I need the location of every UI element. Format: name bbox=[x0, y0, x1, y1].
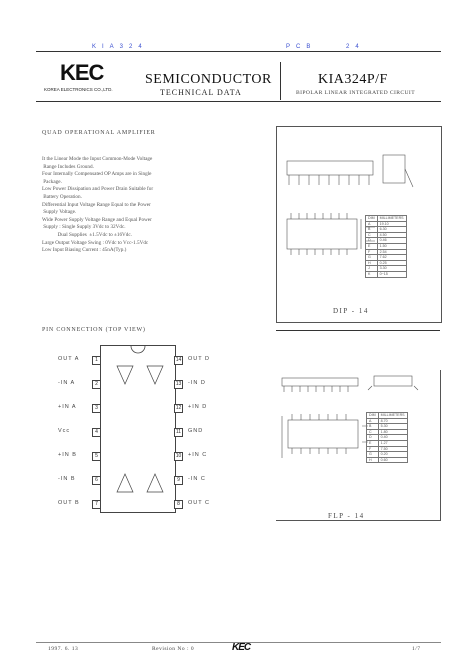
pin-number-right: 10 bbox=[175, 453, 182, 459]
pin-label-left: +IN B bbox=[58, 452, 77, 458]
flp-label: FLP - 14 bbox=[328, 512, 365, 520]
header-bottom-rule bbox=[36, 101, 441, 102]
footer-date: 1997. 6. 13 bbox=[48, 646, 79, 652]
pin-number-left: 4 bbox=[92, 428, 101, 437]
feature-list bbox=[42, 156, 153, 255]
pcb-number: 24 bbox=[346, 44, 365, 50]
pin-number-right: 9 bbox=[174, 476, 183, 485]
pin-label-right: OUT C bbox=[188, 500, 211, 506]
feature-line: It the Linear Mode the Input Common-Mode Voltage bbox=[42, 156, 153, 162]
pcb-label: PCB bbox=[286, 44, 317, 50]
ic-package-body bbox=[100, 345, 176, 513]
package-separator bbox=[276, 330, 440, 331]
feature-line: Low Power Dissipation and Power Drain Suitable for bbox=[42, 186, 154, 193]
dip-outline-graphic bbox=[277, 127, 441, 322]
ic-internal-graphic bbox=[101, 346, 175, 512]
feature-line: Supply Voltage. bbox=[42, 209, 77, 216]
pin-number-right: 8 bbox=[174, 500, 183, 509]
doc-code: KIA324 bbox=[92, 44, 148, 50]
feature-line: Supply : Single Supply 3Vdc to 32Vdc. bbox=[42, 224, 126, 231]
section-heading: QUAD OPERATIONAL AMPLIFIER bbox=[42, 130, 156, 136]
pin-label-left: -IN A bbox=[58, 380, 76, 386]
flp-package-drawing bbox=[276, 370, 441, 521]
feature-line: Package. bbox=[42, 178, 62, 185]
pin-label-left: +IN A bbox=[58, 404, 77, 410]
pin-label-right: GND bbox=[188, 428, 204, 434]
pin-label-right: +IN D bbox=[188, 404, 208, 410]
feature-line: Large Output Voltage Swing : 0Vdc to Vcc-1.5Vdc bbox=[42, 239, 149, 246]
feature-line: Low Input Biasing Current : 45nA(Typ.) bbox=[42, 247, 127, 254]
feature-line: Four Internally Compensated OP Amps are in Single bbox=[42, 171, 152, 178]
company-name: KOREA ELECTRONICS CO.,LTD. bbox=[44, 87, 113, 92]
doc-subtitle: TECHNICAL DATA bbox=[160, 88, 242, 97]
doc-title: SEMICONDUCTOR bbox=[145, 72, 272, 87]
pin-number-left: 5 bbox=[92, 452, 101, 461]
pin-label-right: -IN C bbox=[188, 476, 206, 482]
header-divider bbox=[280, 62, 281, 100]
footer-page: 1/7 bbox=[412, 646, 421, 652]
pin-connection-heading: PIN CONNECTION (TOP VIEW) bbox=[42, 327, 146, 333]
dip-package-drawing bbox=[276, 126, 442, 323]
feature-line: Battery Operation. bbox=[42, 193, 82, 200]
dip-label: DIP - 14 bbox=[333, 307, 369, 315]
pin-label-left: OUT A bbox=[58, 356, 80, 362]
part-description: BIPOLAR LINEAR INTEGRATED CIRCUIT bbox=[296, 90, 416, 96]
pin-number-left: 6 bbox=[92, 476, 101, 485]
feature-line: Range Includes Ground. bbox=[42, 163, 94, 170]
kec-logo: KEC bbox=[60, 60, 104, 85]
pin-number-left: 3 bbox=[92, 404, 101, 413]
pin-label-left: Vcc bbox=[58, 428, 71, 434]
feature-line: Wide Power Supply Voltage Range and Equal Power bbox=[42, 216, 152, 223]
pin-label-left: OUT B bbox=[58, 500, 80, 506]
feature-line: Dual Supplies ±1.5Vdc to ±16Vdc. bbox=[42, 231, 132, 238]
pin-number-left: 7 bbox=[92, 500, 101, 509]
pin-number-right: 11 bbox=[175, 429, 182, 435]
pin-label-right: +IN C bbox=[188, 452, 208, 458]
header-rule bbox=[36, 51, 441, 52]
pin-label-right: OUT D bbox=[188, 356, 211, 362]
feature-line: Differential Input Voltage Range Equal to the Power bbox=[42, 201, 151, 208]
pin-number-left: 1 bbox=[92, 356, 101, 365]
flp-dimension-table: DIM MILLIMETERS A 8.70 B 5.30 C 1.80 D 0.40 E 1.27 F 7.50 G 0.20 H 0.60 bbox=[366, 412, 408, 463]
pin-label-left: -IN B bbox=[58, 476, 76, 482]
flp-outline-graphic bbox=[276, 370, 440, 520]
pin-number-right: 13 bbox=[175, 381, 182, 387]
pin-number-right: 14 bbox=[175, 357, 182, 363]
dip-dimension-table: DIM MILLIMETERS A 19.10 B 6.30 C 4.50 D 0.46 E 1.50 F 2.54 G 7.62 H 0.25 J 3.30 K 0~15 bbox=[365, 215, 407, 278]
part-number: KIA324P/F bbox=[318, 72, 388, 87]
pin-number-left: 2 bbox=[92, 380, 101, 389]
footer-kec-logo: KEC bbox=[232, 642, 251, 653]
footer-revision: Revision No : 0 bbox=[152, 646, 195, 652]
pin-label-right: -IN D bbox=[188, 380, 206, 386]
pin-number-right: 12 bbox=[175, 405, 182, 411]
